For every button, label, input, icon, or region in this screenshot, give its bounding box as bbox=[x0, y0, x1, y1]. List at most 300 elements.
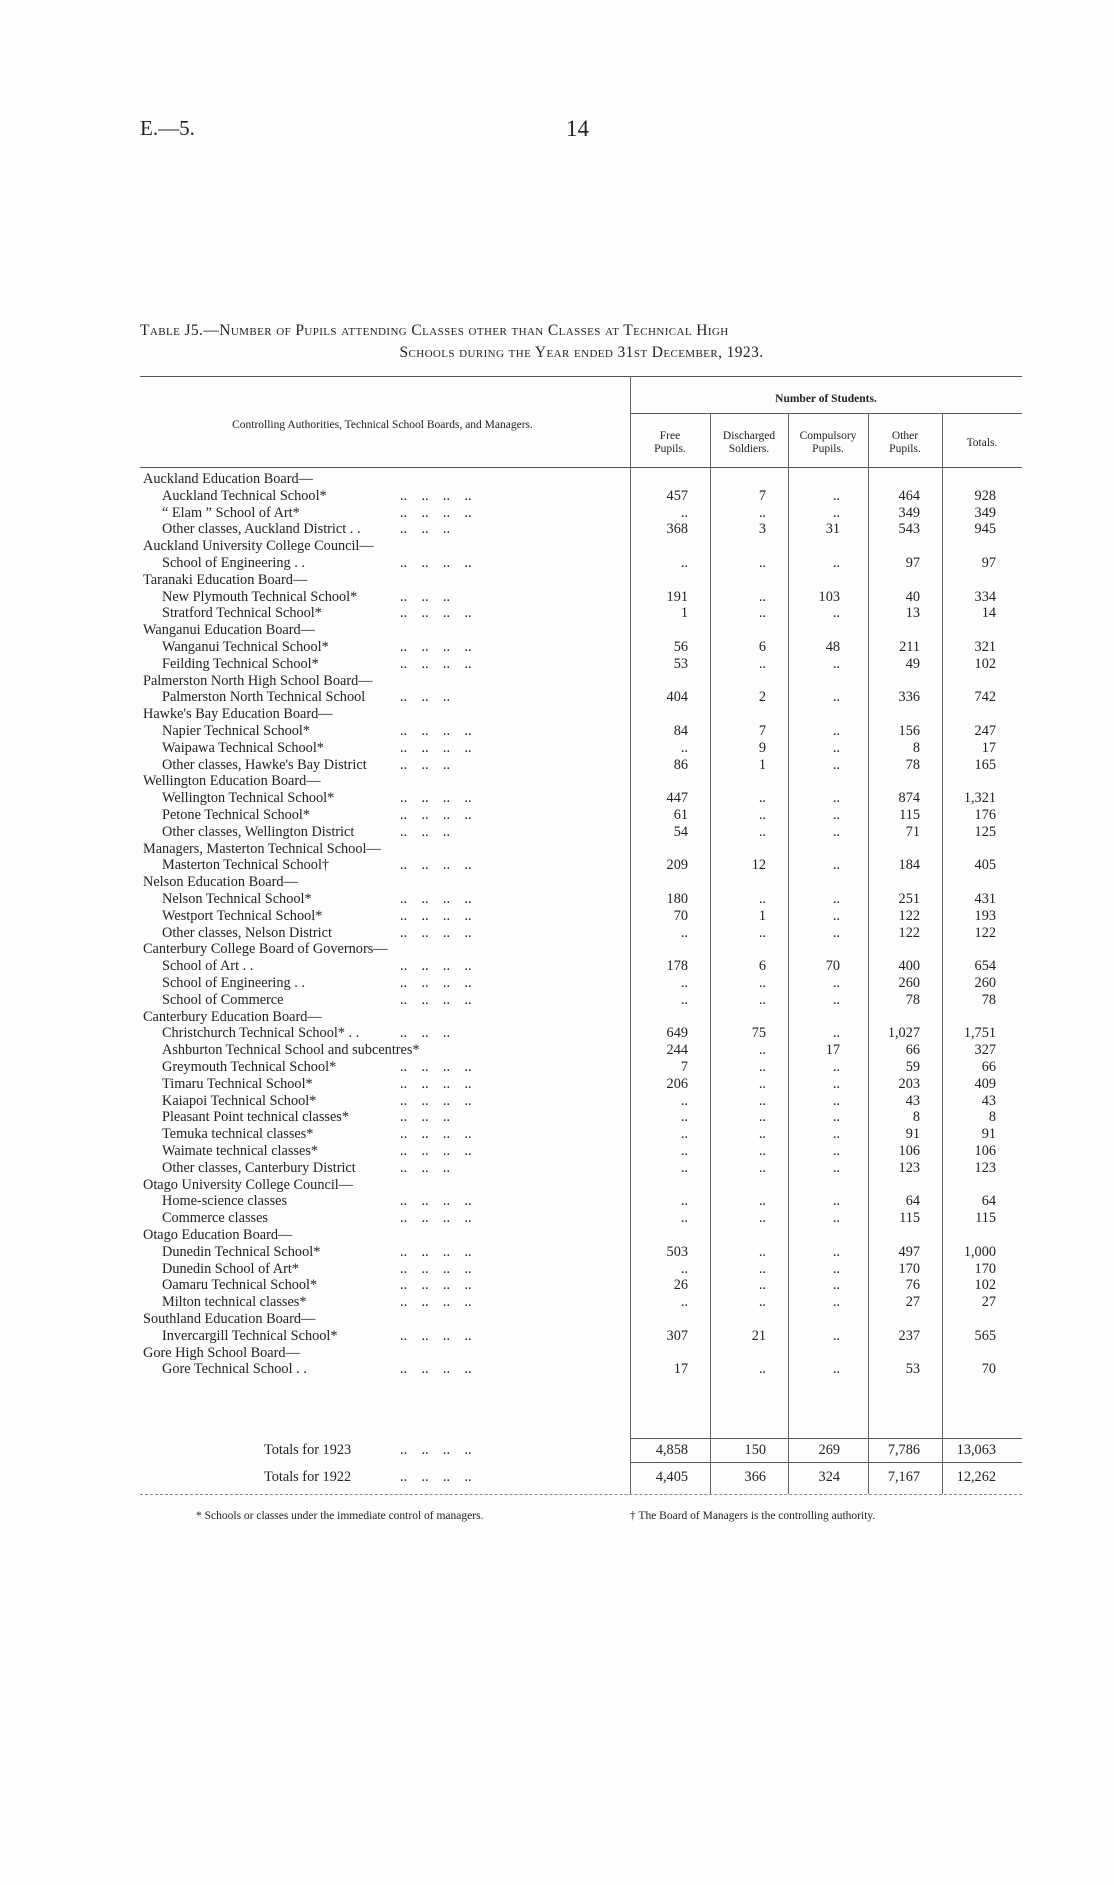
cell-compulsory-pupils: .. bbox=[832, 891, 840, 907]
row-label: Auckland Technical School* bbox=[162, 487, 327, 504]
leader-dots: .. .. .. .. bbox=[400, 1075, 472, 1092]
cell-discharged-soldiers: 21 bbox=[751, 1327, 766, 1344]
cell-free-pupils: 209 bbox=[666, 857, 688, 874]
cell-other-pupils: 464 bbox=[898, 487, 920, 504]
cell-discharged-soldiers: .. bbox=[758, 891, 766, 907]
cell-discharged-soldiers: .. bbox=[758, 807, 766, 823]
row-label: Wanganui Education Board— bbox=[143, 622, 315, 639]
cell-discharged-soldiers: .. bbox=[758, 1193, 766, 1210]
cell-discharged-soldiers: 366 bbox=[744, 1469, 766, 1485]
row-label: “ Elam ” School of Art* bbox=[162, 504, 300, 521]
cell-discharged-soldiers: .. bbox=[758, 1059, 766, 1075]
cell-free-pupils: 180 bbox=[666, 891, 688, 907]
cell-other-pupils: 8 bbox=[912, 1109, 920, 1126]
row-label: Oamaru Technical School* bbox=[162, 1277, 318, 1294]
row-label: Home-science classes bbox=[162, 1193, 288, 1210]
row-label: Other classes, Canterbury District bbox=[162, 1159, 356, 1176]
table-row bbox=[0, 1059, 1114, 1076]
cell-free-pupils: 56 bbox=[673, 639, 688, 655]
table-row bbox=[0, 941, 1114, 958]
cell-free-pupils: 4,405 bbox=[655, 1469, 688, 1485]
leader-dots: .. .. .. .. bbox=[400, 487, 472, 504]
table-row bbox=[0, 1277, 1114, 1294]
cell-totals: 247 bbox=[974, 723, 996, 739]
table-row bbox=[0, 656, 1114, 673]
cell-totals: 654 bbox=[974, 958, 996, 975]
cell-compulsory-pupils: .. bbox=[832, 1126, 840, 1143]
col-header-free-pupils: Free Pupils. bbox=[654, 430, 686, 455]
cell-discharged-soldiers: .. bbox=[758, 790, 766, 807]
table-row bbox=[0, 1311, 1114, 1328]
cell-free-pupils: 1 bbox=[680, 605, 688, 622]
row-label: Palmerston North High School Board— bbox=[143, 672, 373, 689]
leader-dots: .. .. .. .. bbox=[400, 1243, 472, 1260]
row-label: Hawke's Bay Education Board— bbox=[143, 706, 333, 723]
cell-other-pupils: 64 bbox=[905, 1193, 920, 1210]
table-row bbox=[0, 757, 1114, 774]
cell-discharged-soldiers: .. bbox=[758, 991, 766, 1008]
table-row bbox=[0, 1160, 1114, 1177]
cell-compulsory-pupils: .. bbox=[832, 487, 840, 504]
row-label: School of Commerce bbox=[162, 991, 284, 1008]
cell-totals: 102 bbox=[974, 1277, 996, 1294]
leader-dots: .. .. .. .. bbox=[400, 1361, 472, 1378]
row-label: Auckland Education Board— bbox=[143, 471, 313, 487]
cell-other-pupils: 27 bbox=[905, 1294, 920, 1311]
footnote-dagger: † The Board of Managers is the controlling authority. bbox=[630, 1510, 876, 1522]
cell-free-pupils: .. bbox=[680, 504, 688, 521]
cell-discharged-soldiers: .. bbox=[758, 1143, 766, 1159]
cell-free-pupils: 307 bbox=[666, 1327, 688, 1344]
cell-free-pupils: 4,858 bbox=[655, 1442, 688, 1458]
leader-dots: .. .. .. bbox=[400, 756, 451, 773]
cell-other-pupils: 71 bbox=[905, 823, 920, 840]
cell-compulsory-pupils: .. bbox=[832, 1059, 840, 1075]
cell-other-pupils: 211 bbox=[899, 639, 920, 655]
leader-dots: .. .. .. bbox=[400, 588, 451, 605]
table-row bbox=[0, 857, 1114, 874]
stub-header: Controlling Authorities, Technical School Boards, and Managers. bbox=[232, 419, 533, 431]
leader-dots: .. .. .. .. bbox=[400, 958, 472, 975]
row-label: Other classes, Wellington District bbox=[162, 823, 355, 840]
cell-discharged-soldiers: .. bbox=[758, 1243, 766, 1260]
cell-discharged-soldiers: 1 bbox=[758, 756, 766, 773]
table-row bbox=[0, 773, 1114, 790]
cell-other-pupils: 76 bbox=[905, 1277, 920, 1294]
leader-dots: .. .. .. .. bbox=[400, 1442, 472, 1458]
leader-dots: .. .. .. bbox=[400, 521, 451, 538]
cell-compulsory-pupils: .. bbox=[832, 975, 840, 991]
table-row bbox=[0, 740, 1114, 757]
cell-free-pupils: 61 bbox=[673, 807, 688, 823]
table-row bbox=[0, 1042, 1114, 1059]
leader-dots: .. .. .. bbox=[400, 1159, 451, 1176]
col-header-totals: Totals. bbox=[966, 437, 998, 449]
cell-free-pupils: 244 bbox=[666, 1042, 688, 1059]
cell-other-pupils: 115 bbox=[899, 1210, 920, 1227]
row-label: Waimate technical classes* bbox=[162, 1143, 319, 1159]
cell-other-pupils: 156 bbox=[898, 723, 920, 739]
cell-discharged-soldiers: 75 bbox=[751, 1025, 766, 1042]
cell-other-pupils: 59 bbox=[905, 1059, 920, 1075]
cell-free-pupils: .. bbox=[680, 739, 688, 756]
row-label: Milton technical classes* bbox=[162, 1294, 307, 1311]
cell-discharged-soldiers: .. bbox=[758, 823, 766, 840]
cell-compulsory-pupils: .. bbox=[832, 1025, 840, 1042]
cell-compulsory-pupils: 70 bbox=[825, 958, 840, 975]
leader-dots: .. .. .. .. bbox=[400, 1294, 472, 1311]
col-divider-5 bbox=[942, 413, 943, 1494]
cell-totals: 1,321 bbox=[963, 790, 996, 807]
leader-dots: .. .. .. bbox=[400, 1109, 451, 1126]
table-row bbox=[0, 723, 1114, 740]
cell-compulsory-pupils: .. bbox=[832, 790, 840, 807]
cell-other-pupils: 97 bbox=[905, 555, 920, 571]
table-row bbox=[0, 488, 1114, 505]
col-divider-2 bbox=[710, 413, 711, 1494]
cell-free-pupils: 7 bbox=[680, 1059, 688, 1075]
cell-compulsory-pupils: .. bbox=[832, 1210, 840, 1227]
cell-totals: 17 bbox=[981, 739, 996, 756]
cell-compulsory-pupils: .. bbox=[832, 689, 840, 706]
table-row bbox=[0, 521, 1114, 538]
cell-totals: 176 bbox=[974, 807, 996, 823]
cell-other-pupils: 13 bbox=[905, 605, 920, 622]
cell-discharged-soldiers: 150 bbox=[744, 1442, 766, 1458]
row-label: Otago Education Board— bbox=[143, 1227, 293, 1243]
cell-compulsory-pupils: .. bbox=[832, 756, 840, 773]
cell-free-pupils: .. bbox=[680, 1193, 688, 1210]
cell-discharged-soldiers: .. bbox=[758, 1159, 766, 1176]
totals-1922-top-rule bbox=[630, 1462, 1022, 1463]
cell-discharged-soldiers: .. bbox=[758, 504, 766, 521]
cell-compulsory-pupils: .. bbox=[832, 739, 840, 756]
row-label: Wellington Technical School* bbox=[162, 790, 335, 807]
cell-other-pupils: 115 bbox=[899, 807, 920, 823]
cell-free-pupils: .. bbox=[680, 1126, 688, 1143]
totals-row bbox=[0, 1442, 1114, 1459]
cell-compulsory-pupils: .. bbox=[832, 907, 840, 924]
cell-discharged-soldiers: 2 bbox=[758, 689, 766, 706]
cell-compulsory-pupils: .. bbox=[832, 857, 840, 874]
cell-discharged-soldiers: .. bbox=[758, 1260, 766, 1277]
cell-compulsory-pupils: .. bbox=[832, 1075, 840, 1092]
cell-free-pupils: 53 bbox=[673, 655, 688, 672]
cell-other-pupils: 40 bbox=[905, 588, 920, 605]
table-row bbox=[0, 824, 1114, 841]
cell-totals: 106 bbox=[974, 1143, 996, 1159]
cell-discharged-soldiers: .. bbox=[758, 655, 766, 672]
leader-dots: .. .. .. .. bbox=[400, 605, 472, 622]
cell-other-pupils: 43 bbox=[905, 1092, 920, 1109]
cell-discharged-soldiers: .. bbox=[758, 924, 766, 941]
cell-totals: 13,063 bbox=[956, 1442, 996, 1458]
cell-discharged-soldiers: 7 bbox=[758, 487, 766, 504]
cell-discharged-soldiers: .. bbox=[758, 1294, 766, 1311]
cell-free-pupils: 404 bbox=[666, 689, 688, 706]
col-divider-4 bbox=[868, 413, 869, 1494]
cell-totals: 78 bbox=[981, 991, 996, 1008]
cell-compulsory-pupils: .. bbox=[832, 655, 840, 672]
row-label: Feilding Technical School* bbox=[162, 655, 319, 672]
table-row bbox=[0, 790, 1114, 807]
row-label: Waipawa Technical School* bbox=[162, 739, 324, 756]
cell-other-pupils: 78 bbox=[905, 991, 920, 1008]
table-row bbox=[0, 992, 1114, 1009]
cell-compulsory-pupils: .. bbox=[832, 1361, 840, 1378]
leader-dots: .. .. .. .. bbox=[400, 1260, 472, 1277]
row-label: Other classes, Auckland District . . bbox=[162, 521, 361, 538]
table-row bbox=[0, 1244, 1114, 1261]
cell-other-pupils: 7,167 bbox=[887, 1469, 920, 1485]
cell-totals: 405 bbox=[974, 857, 996, 874]
leader-dots: .. .. .. .. bbox=[400, 555, 472, 571]
cell-compulsory-pupils: 103 bbox=[818, 588, 840, 605]
row-label: Other classes, Hawke's Bay District bbox=[162, 756, 367, 773]
cell-free-pupils: 457 bbox=[666, 487, 688, 504]
cell-compulsory-pupils: 31 bbox=[825, 521, 840, 538]
cell-compulsory-pupils: .. bbox=[832, 991, 840, 1008]
row-label: Dunedin Technical School* bbox=[162, 1243, 321, 1260]
cell-free-pupils: .. bbox=[680, 1092, 688, 1109]
cell-discharged-soldiers: .. bbox=[758, 1075, 766, 1092]
group-header: Number of Students. bbox=[775, 393, 877, 405]
leader-dots: .. .. .. .. bbox=[400, 504, 472, 521]
table-row bbox=[0, 908, 1114, 925]
table-row bbox=[0, 605, 1114, 622]
table-row bbox=[0, 622, 1114, 639]
cell-compulsory-pupils: .. bbox=[832, 1327, 840, 1344]
row-label: Totals for 1922 bbox=[264, 1469, 352, 1485]
cell-compulsory-pupils: .. bbox=[832, 807, 840, 823]
table-row bbox=[0, 807, 1114, 824]
table-row bbox=[0, 975, 1114, 992]
cell-free-pupils: .. bbox=[680, 1159, 688, 1176]
cell-free-pupils: .. bbox=[680, 1260, 688, 1277]
cell-totals: 327 bbox=[974, 1042, 996, 1059]
leader-dots: .. .. .. .. bbox=[400, 1143, 472, 1159]
leader-dots: .. .. .. .. bbox=[400, 975, 472, 991]
row-label: Greymouth Technical School* bbox=[162, 1059, 337, 1075]
cell-compulsory-pupils: .. bbox=[832, 823, 840, 840]
row-label: Canterbury College Board of Governors— bbox=[143, 941, 388, 958]
cell-discharged-soldiers: .. bbox=[758, 1109, 766, 1126]
row-label: Gore High School Board— bbox=[143, 1344, 300, 1361]
cell-discharged-soldiers: .. bbox=[758, 1277, 766, 1294]
cell-other-pupils: 237 bbox=[898, 1327, 920, 1344]
leader-dots: .. .. .. .. bbox=[400, 790, 472, 807]
cell-free-pupils: 191 bbox=[666, 588, 688, 605]
cell-totals: 97 bbox=[981, 555, 996, 571]
row-label: Palmerston North Technical School bbox=[162, 689, 366, 706]
table-row bbox=[0, 689, 1114, 706]
row-label: Nelson Technical School* bbox=[162, 891, 312, 907]
cell-discharged-soldiers: .. bbox=[758, 1210, 766, 1227]
cell-discharged-soldiers: .. bbox=[758, 1092, 766, 1109]
row-label: Other classes, Nelson District bbox=[162, 924, 332, 941]
table-row bbox=[0, 1076, 1114, 1093]
table-row bbox=[0, 1345, 1114, 1362]
col-divider-3 bbox=[788, 413, 789, 1494]
table-row bbox=[0, 1261, 1114, 1278]
cell-other-pupils: 106 bbox=[898, 1143, 920, 1159]
table-row bbox=[0, 1126, 1114, 1143]
cell-discharged-soldiers: 6 bbox=[758, 639, 766, 655]
cell-other-pupils: 122 bbox=[898, 924, 920, 941]
cell-discharged-soldiers: 3 bbox=[758, 521, 766, 538]
row-label: Kaiapoi Technical School* bbox=[162, 1092, 317, 1109]
table-row bbox=[0, 1328, 1114, 1345]
cell-free-pupils: .. bbox=[680, 991, 688, 1008]
cell-totals: 91 bbox=[981, 1126, 996, 1143]
table-row bbox=[0, 874, 1114, 891]
table-row bbox=[0, 1294, 1114, 1311]
table-title-line-2: Schools during the Year ended 31st December, 1923. bbox=[399, 344, 764, 361]
cell-totals: 945 bbox=[974, 521, 996, 538]
cell-totals: 43 bbox=[981, 1092, 996, 1109]
table-title-line-1 bbox=[140, 322, 1023, 340]
cell-other-pupils: 78 bbox=[905, 756, 920, 773]
cell-other-pupils: 349 bbox=[898, 504, 920, 521]
table-row bbox=[0, 1009, 1114, 1026]
cell-other-pupils: 66 bbox=[905, 1042, 920, 1059]
cell-discharged-soldiers: .. bbox=[758, 1126, 766, 1143]
cell-totals: 334 bbox=[974, 588, 996, 605]
cell-free-pupils: 84 bbox=[673, 723, 688, 739]
leader-dots: .. .. .. .. bbox=[400, 907, 472, 924]
cell-other-pupils: 8 bbox=[912, 739, 920, 756]
cell-compulsory-pupils: .. bbox=[832, 1092, 840, 1109]
cell-free-pupils: .. bbox=[680, 1109, 688, 1126]
leader-dots: .. .. .. bbox=[400, 823, 451, 840]
cell-free-pupils: 17 bbox=[673, 1361, 688, 1378]
row-label: Pleasant Point technical classes* bbox=[162, 1109, 350, 1126]
cell-totals: 122 bbox=[974, 924, 996, 941]
leader-dots: .. .. .. .. bbox=[400, 807, 472, 823]
row-label: Wanganui Technical School* bbox=[162, 639, 329, 655]
table-row bbox=[0, 589, 1114, 606]
cell-other-pupils: 203 bbox=[898, 1075, 920, 1092]
cell-other-pupils: 53 bbox=[905, 1361, 920, 1378]
cell-compulsory-pupils: .. bbox=[832, 1294, 840, 1311]
row-label: Totals for 1923 bbox=[264, 1442, 352, 1458]
table-bottom-rule bbox=[140, 1494, 1022, 1495]
row-label: Petone Technical School* bbox=[162, 807, 311, 823]
cell-discharged-soldiers: 7 bbox=[758, 723, 766, 739]
row-label: Canterbury Education Board— bbox=[143, 1008, 322, 1025]
table-row bbox=[0, 471, 1114, 488]
table-row bbox=[0, 1109, 1114, 1126]
row-label: Nelson Education Board— bbox=[143, 874, 298, 891]
cell-free-pupils: 649 bbox=[666, 1025, 688, 1042]
row-label: Masterton Technical School† bbox=[162, 857, 330, 874]
header-bottom-rule bbox=[140, 467, 1022, 468]
col-divider-1 bbox=[630, 376, 631, 1494]
cell-free-pupils: 178 bbox=[666, 958, 688, 975]
row-label: Commerce classes bbox=[162, 1210, 268, 1227]
cell-totals: 64 bbox=[981, 1193, 996, 1210]
table-row bbox=[0, 538, 1114, 555]
cell-other-pupils: 123 bbox=[898, 1159, 920, 1176]
cell-totals: 260 bbox=[974, 975, 996, 991]
cell-totals: 321 bbox=[974, 639, 996, 655]
table-row bbox=[0, 1025, 1114, 1042]
cell-other-pupils: 874 bbox=[898, 790, 920, 807]
cell-discharged-soldiers: .. bbox=[758, 588, 766, 605]
row-label: School of Engineering . . bbox=[162, 975, 305, 991]
row-label: Gore Technical School . . bbox=[162, 1361, 307, 1378]
cell-compulsory-pupils: .. bbox=[832, 1243, 840, 1260]
table-row bbox=[0, 891, 1114, 908]
cell-compulsory-pupils: .. bbox=[832, 504, 840, 521]
row-label: Temuka technical classes* bbox=[162, 1126, 314, 1143]
cell-totals: 565 bbox=[974, 1327, 996, 1344]
leader-dots: .. .. .. .. bbox=[400, 1059, 472, 1075]
row-label: Invercargill Technical School* bbox=[162, 1327, 338, 1344]
cell-other-pupils: 122 bbox=[898, 907, 920, 924]
cell-free-pupils: .. bbox=[680, 975, 688, 991]
cell-free-pupils: 368 bbox=[666, 521, 688, 538]
cell-other-pupils: 543 bbox=[898, 521, 920, 538]
cell-totals: 115 bbox=[975, 1210, 996, 1227]
leader-dots: .. .. .. .. bbox=[400, 1327, 472, 1344]
cell-discharged-soldiers: .. bbox=[758, 1042, 766, 1059]
row-label: Southland Education Board— bbox=[143, 1311, 316, 1327]
cell-free-pupils: .. bbox=[680, 1294, 688, 1311]
cell-free-pupils: 54 bbox=[673, 823, 688, 840]
row-label: Ashburton Technical School and subcentres* bbox=[162, 1042, 420, 1059]
cell-free-pupils: .. bbox=[680, 1210, 688, 1227]
table-row bbox=[0, 706, 1114, 723]
cell-totals: 1,751 bbox=[963, 1025, 996, 1042]
cell-compulsory-pupils: .. bbox=[832, 605, 840, 622]
cell-totals: 14 bbox=[981, 605, 996, 622]
leader-dots: .. .. .. .. bbox=[400, 739, 472, 756]
cell-other-pupils: 497 bbox=[898, 1243, 920, 1260]
cell-compulsory-pupils: .. bbox=[832, 1143, 840, 1159]
cell-compulsory-pupils: .. bbox=[832, 723, 840, 739]
cell-totals: 66 bbox=[981, 1059, 996, 1075]
row-label: Dunedin School of Art* bbox=[162, 1260, 299, 1277]
leader-dots: .. .. .. .. bbox=[400, 924, 472, 941]
cell-compulsory-pupils: 269 bbox=[818, 1442, 840, 1458]
leader-dots: .. .. .. .. bbox=[400, 1092, 472, 1109]
leader-dots: .. .. .. .. bbox=[400, 1469, 472, 1485]
cell-discharged-soldiers: 9 bbox=[758, 739, 766, 756]
table-row bbox=[0, 505, 1114, 522]
cell-totals: 742 bbox=[974, 689, 996, 706]
cell-other-pupils: 184 bbox=[898, 857, 920, 874]
cell-totals: 70 bbox=[981, 1361, 996, 1378]
leader-dots: .. .. .. bbox=[400, 689, 451, 706]
cell-discharged-soldiers: .. bbox=[758, 975, 766, 991]
row-label: School of Art . . bbox=[162, 958, 254, 975]
cell-totals: 928 bbox=[974, 487, 996, 504]
leader-dots: .. .. .. .. bbox=[400, 857, 472, 874]
table-row bbox=[0, 1227, 1114, 1244]
cell-compulsory-pupils: .. bbox=[832, 924, 840, 941]
table-row bbox=[0, 1361, 1114, 1378]
row-label: Taranaki Education Board— bbox=[143, 571, 308, 588]
cell-compulsory-pupils: 324 bbox=[818, 1469, 840, 1485]
table-row bbox=[0, 639, 1114, 656]
leader-dots: .. .. .. .. bbox=[400, 1210, 472, 1227]
cell-compulsory-pupils: .. bbox=[832, 555, 840, 571]
cell-discharged-soldiers: .. bbox=[758, 605, 766, 622]
cell-free-pupils: .. bbox=[680, 1143, 688, 1159]
leader-dots: .. .. .. .. bbox=[400, 991, 472, 1008]
table-row bbox=[0, 1093, 1114, 1110]
